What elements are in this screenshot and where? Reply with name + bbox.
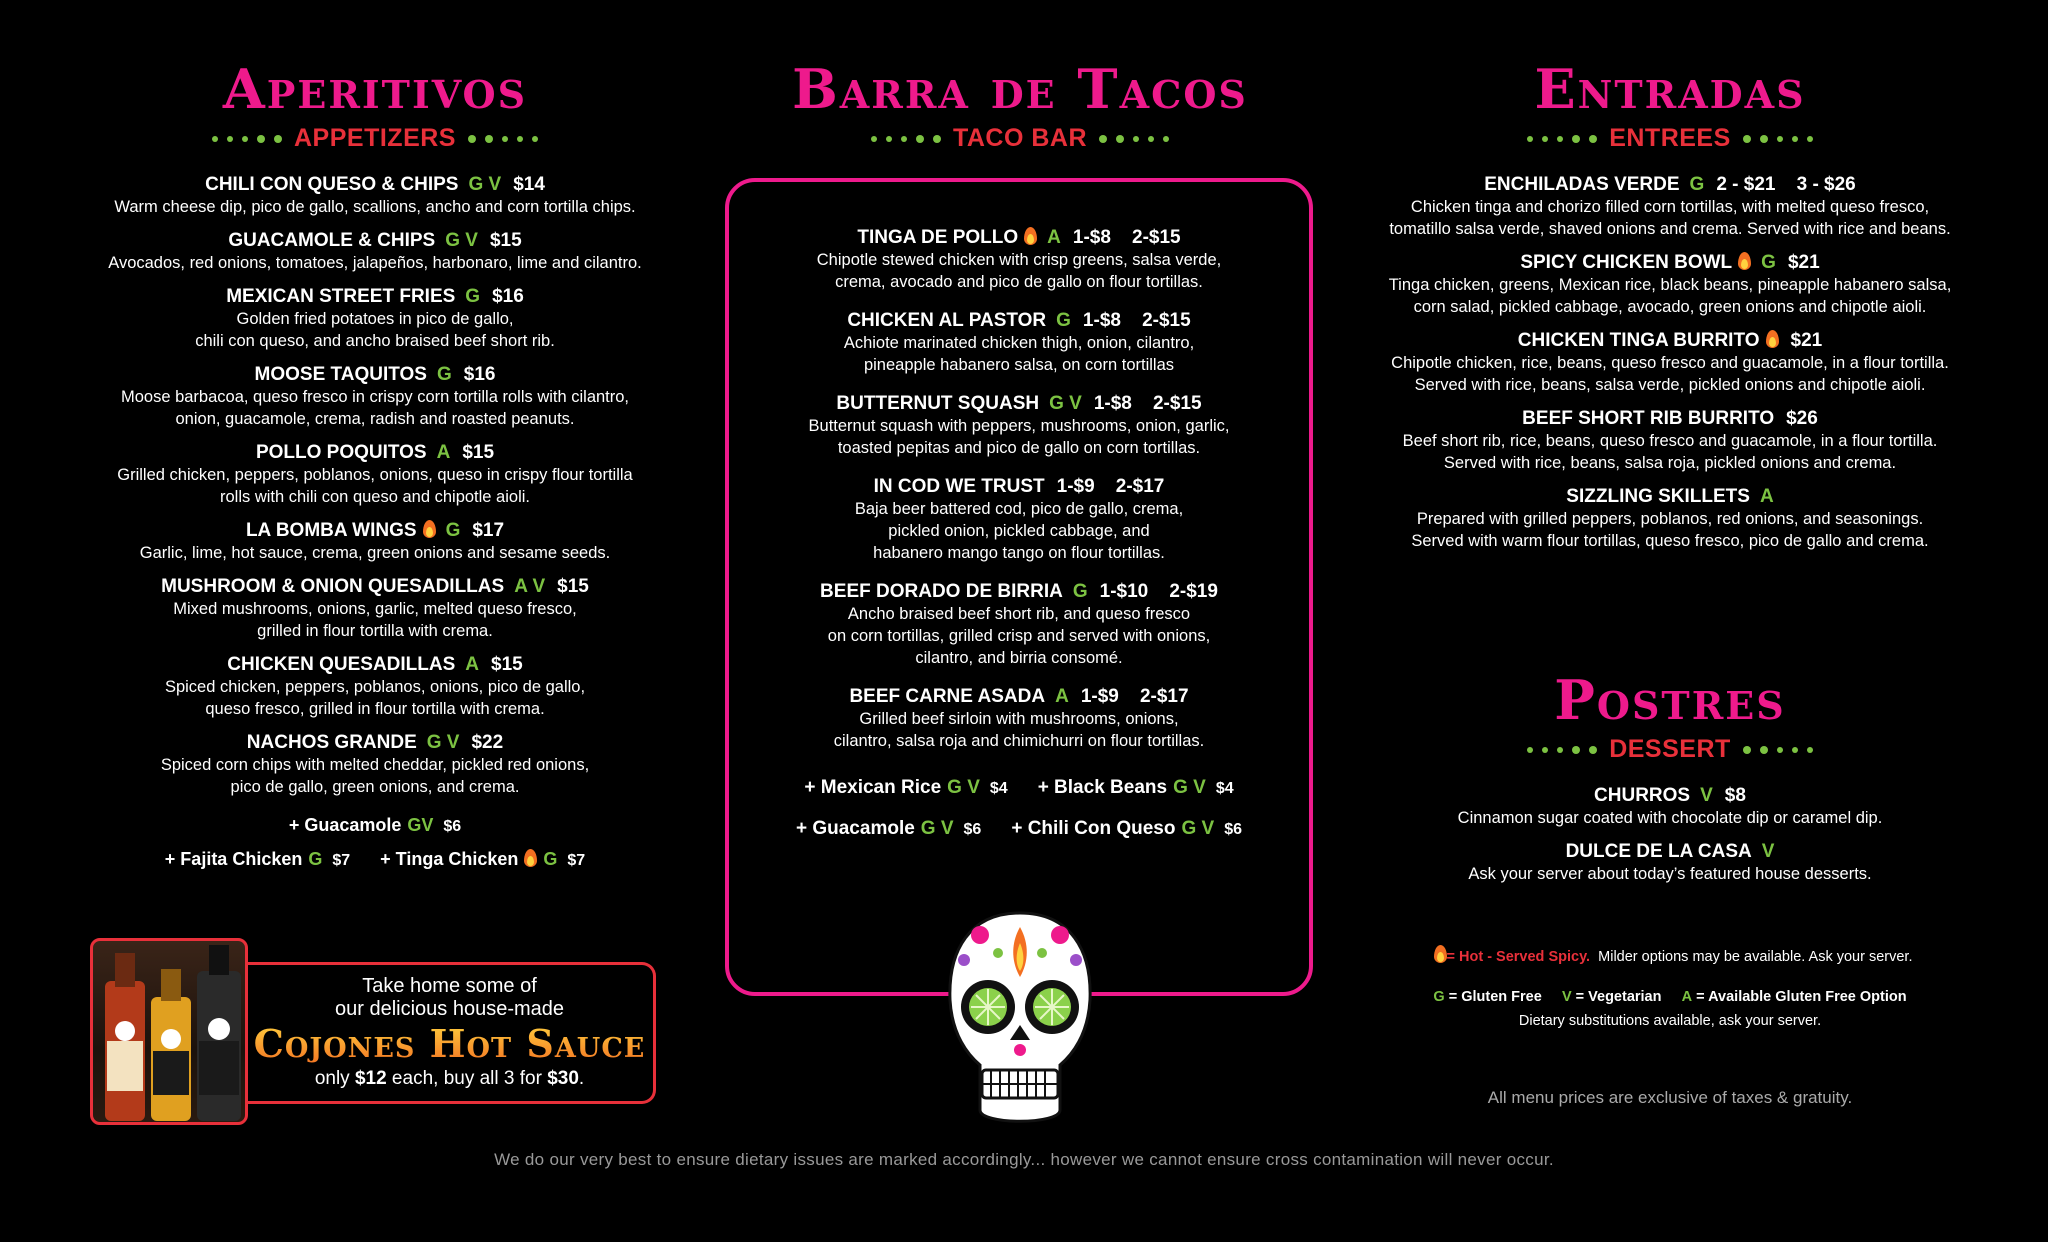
addon-name: + Fajita Chicken [164, 849, 303, 869]
addon-name: + Black Beans [1037, 777, 1168, 798]
appetizers-subtitle-row [60, 124, 690, 153]
item-description: Ask your server about today’s featured house desserts. [1468, 865, 1872, 883]
addon-row [725, 809, 1313, 850]
menu-item [60, 575, 690, 642]
item-heading [725, 580, 1313, 603]
item-heading [60, 731, 690, 754]
item-price: 1-$8 2-$15 [1093, 393, 1202, 414]
item-name: IN COD WE TRUST [873, 476, 1045, 497]
item-description: queso fresco, grilled in flour tortilla with crema. [205, 700, 545, 718]
dietary-tags: G [1689, 174, 1705, 195]
promo-line-1: Take home some of [362, 975, 537, 997]
menu-item [725, 685, 1313, 752]
promo-price-line: only $12 each, buy all 3 for $30. [314, 1068, 585, 1089]
entrees-subtitle-row [1350, 124, 1990, 153]
taco-bar-subtitle: TACO BAR [952, 124, 1088, 152]
item-description: Garlic, lime, hot sauce, crema, green onions and sesame seeds. [139, 544, 611, 562]
item-heading [725, 226, 1313, 249]
appetizers-subtitle: APPETIZERS [294, 124, 456, 152]
item-description: chili con queso, and ancho braised beef short rib. [195, 332, 555, 350]
item-price: $26 [1786, 408, 1818, 429]
entrees-subtitle: ENTREES [1609, 124, 1731, 152]
item-name: POLLO POQUITOS [255, 442, 427, 463]
item-heading [1350, 784, 1990, 807]
addon-row [60, 843, 690, 877]
dietary-legend [1350, 945, 1990, 1029]
item-price: 1-$9 2-$17 [1056, 476, 1165, 497]
item-heading [60, 575, 690, 598]
addon-price: $6 [1224, 821, 1243, 838]
taco-bar-title: Barra de Tacos [792, 57, 1248, 121]
addon-row [60, 809, 690, 843]
menu-item [1350, 173, 1990, 240]
dietary-tags: G V [445, 230, 478, 251]
appetizers-title: Aperitivos [222, 57, 528, 121]
dietary-tags: G V [426, 732, 460, 753]
menu-item [1350, 840, 1990, 885]
appetizers-section [60, 57, 690, 877]
item-description: Served with rice, beans, salsa roja, pickled onions and crema. [1443, 454, 1897, 472]
item-description: Grilled beef sirloin with mushrooms, onions, [859, 710, 1179, 728]
item-name: GUACAMOLE & CHIPS [228, 230, 436, 251]
addon-price: $7 [332, 852, 351, 869]
item-name: MUSHROOM & ONION QUESADILLAS [161, 576, 505, 597]
menu-item [60, 653, 690, 720]
addon-price: $4 [989, 780, 1008, 797]
flame-icon [524, 849, 537, 867]
item-description: Served with warm flour tortillas, queso fresco, pico de gallo and crema. [1411, 532, 1929, 550]
item-description: Beef short rib, rice, beans, queso fresco and guacamole, in a flour tortilla. [1402, 432, 1938, 450]
item-name: TINGA DE POLLO [857, 227, 1019, 248]
addon-row [1350, 563, 1990, 597]
item-heading [60, 229, 690, 252]
flame-icon [1434, 945, 1447, 963]
item-price: $14 [513, 174, 545, 195]
item-heading [725, 475, 1313, 498]
menu-item [1350, 485, 1990, 552]
item-price: $15 [491, 654, 523, 675]
item-name: CHILI CON QUESO & CHIPS [205, 174, 459, 195]
addon-name: + Chili Con Queso [1011, 818, 1176, 839]
desserts-list [1350, 784, 1990, 885]
menu-item [1350, 329, 1990, 396]
item-heading [1350, 251, 1990, 274]
dots-divider [871, 135, 941, 143]
menu-item [60, 441, 690, 508]
menu-item [725, 392, 1313, 459]
menu-item [725, 226, 1313, 293]
item-heading [725, 309, 1313, 332]
menu-item [1350, 784, 1990, 829]
dietary-tags: G [445, 520, 461, 541]
item-description: corn salad, pickled cabbage, avocado, green onions and chipotle aioli. [1413, 298, 1927, 316]
legend-keys: G = Gluten Free V = Vegetarian A = Available Gluten Free Option [1433, 989, 1907, 1005]
dietary-tags: GV [407, 815, 434, 835]
item-description: grilled in flour tortilla with crema. [257, 622, 493, 640]
addon-row [1350, 597, 1990, 631]
item-price: $16 [463, 364, 496, 385]
item-name: BEEF SHORT RIB BURRITO [1522, 408, 1775, 429]
desserts-subtitle-row [1350, 735, 1990, 764]
menu-item [60, 519, 690, 564]
item-price: 1-$8 2-$15 [1072, 227, 1181, 248]
item-name: CHURROS [1594, 785, 1691, 806]
item-description: Golden fried potatoes in pico de gallo, [236, 310, 514, 328]
addon-price: $4 [1215, 780, 1234, 797]
legend-substitutions: Dietary substitutions available, ask your server. [1518, 1013, 1822, 1029]
item-name: MOOSE TAQUITOS [254, 364, 427, 385]
item-description: pickled onion, pickled cabbage, and [888, 522, 1150, 540]
legend-hot: = Hot - Served Spicy. Milder options may be available. Ask your server. [1350, 945, 1990, 965]
addon-name: + Tinga Chicken [380, 849, 519, 869]
dietary-tags: V [1761, 841, 1775, 862]
dietary-tags: A [1047, 227, 1061, 248]
addon-name: + Guacamole [288, 815, 402, 835]
dietary-tags: G V [1049, 393, 1082, 414]
item-description: Chipotle stewed chicken with crisp greens, salsa verde, [816, 251, 1222, 269]
item-price: 1-$9 2-$17 [1080, 686, 1189, 707]
dietary-tags: G [1056, 310, 1071, 331]
item-heading [60, 285, 690, 308]
item-name: BEEF CARNE ASADA [849, 686, 1046, 707]
entrees-list [1350, 173, 1990, 552]
item-description: toasted pepitas and pico de gallo on corn tortillas. [837, 439, 1201, 457]
addon-price: $6 [963, 821, 982, 838]
dots-divider [468, 135, 538, 143]
item-description: Chipotle chicken, rice, beans, queso fresco and guacamole, in a flour tortilla. [1391, 354, 1949, 372]
item-name: SPICY CHICKEN BOWL [1520, 252, 1733, 273]
item-description: Moose barbacoa, queso fresco in crispy corn tortilla rolls with cilantro, [120, 388, 630, 406]
dietary-tags: A V [514, 576, 546, 597]
item-description: Served with rice, beans, salsa verde, pickled onions and chipotle aioli. [1414, 376, 1926, 394]
item-description: Baja beer battered cod, pico de gallo, crema, [854, 500, 1184, 518]
item-heading [60, 173, 690, 196]
dots-divider [1527, 746, 1597, 754]
promo-line-2: our delicious house-made [334, 998, 565, 1020]
dietary-tags: G V [1181, 818, 1215, 839]
item-heading [1350, 329, 1990, 352]
promo-title: Cojones Hot Sauce [246, 1021, 653, 1067]
hot-sauce-promo [246, 962, 656, 1104]
item-description: Chicken tinga and chorizo filled corn tortillas, with melted queso fresco, [1410, 198, 1930, 216]
item-description: Avocados, red onions, tomatoes, jalapeños, harbonaro, lime and cilantro. [108, 254, 642, 272]
menu-item [60, 173, 690, 218]
item-name: LA BOMBA WINGS [245, 520, 417, 541]
item-price: $16 [492, 286, 524, 307]
dietary-tags: G V [920, 818, 954, 839]
item-name: BUTTERNUT SQUASH [836, 393, 1040, 414]
desserts-title: Postres [1554, 668, 1786, 732]
dietary-tags: A [436, 442, 451, 463]
menu-item [60, 285, 690, 352]
item-description: Mixed mushrooms, onions, garlic, melted queso fresco, [173, 600, 577, 618]
item-name: BEEF DORADO DE BIRRIA [820, 581, 1063, 602]
item-name: CHICKEN QUESADILLAS [227, 654, 456, 675]
item-description: habanero mango tango on flour tortillas. [873, 544, 1165, 562]
dietary-tags: G V [947, 777, 980, 798]
item-name: MEXICAN STREET FRIES [226, 286, 456, 307]
item-description: Prepared with grilled peppers, poblanos, red onions, and seasonings. [1416, 510, 1924, 528]
item-price: $15 [489, 230, 522, 251]
sugar-skull-icon [940, 905, 1100, 1135]
item-description: cilantro, and birria consomé. [915, 649, 1123, 667]
addon-price: $7 [567, 852, 586, 869]
item-price: $15 [462, 442, 495, 463]
menu-item [1350, 251, 1990, 318]
dietary-tags: G [1761, 252, 1776, 273]
item-price: $15 [557, 576, 589, 597]
taco-bar-subtitle-row [720, 124, 1320, 153]
item-description: Grilled chicken, peppers, poblanos, onions, queso in crispy flour tortilla [117, 466, 633, 484]
item-description: Cinnamon sugar coated with chocolate dip or caramel dip. [1457, 809, 1883, 827]
item-heading [1350, 407, 1990, 430]
menu-item [60, 229, 690, 274]
flame-icon [1738, 252, 1751, 270]
item-description: crema, avocado and pico de gallo on flour tortillas. [835, 273, 1203, 291]
item-heading [1350, 840, 1990, 863]
taco-bar-addons [725, 768, 1313, 850]
item-description: rolls with chili con queso and chipotle aioli. [219, 488, 530, 506]
item-heading [60, 519, 690, 542]
item-description: pico de gallo, green onions, and crema. [230, 778, 520, 796]
item-name: SIZZLING SKILLETS [1566, 486, 1750, 507]
item-price: 1-$10 2-$19 [1099, 581, 1218, 602]
flame-icon [423, 520, 436, 538]
item-heading [1350, 173, 1990, 196]
menu-item [725, 580, 1313, 669]
item-description: tomatillo salsa verde, shaved onions and crema. Served with rice and beans. [1389, 220, 1951, 238]
item-name: CHICKEN AL PASTOR [847, 310, 1047, 331]
item-description: Spiced corn chips with melted cheddar, pickled red onions, [160, 756, 590, 774]
dots-divider [1527, 135, 1597, 143]
item-heading [60, 363, 690, 386]
allergen-disclaimer: We do our very best to ensure dietary issues are marked accordingly... however we cannot ensure cross contamination will never occur. [494, 1150, 1554, 1169]
dietary-tags: G V [1173, 777, 1206, 798]
dietary-tags: G [543, 849, 558, 869]
item-price: $21 [1787, 252, 1820, 273]
dietary-tags: G [465, 286, 481, 307]
dietary-tags: G [436, 364, 452, 385]
entrees-section [1350, 57, 1990, 896]
item-name: ENCHILADAS VERDE [1484, 174, 1680, 195]
menu-item [725, 475, 1313, 564]
item-heading [60, 653, 690, 676]
item-name: NACHOS GRANDE [246, 732, 417, 753]
dietary-tags: G [308, 849, 323, 869]
item-price: $8 [1724, 785, 1746, 806]
dietary-tags: G [1072, 581, 1088, 602]
item-description: onion, guacamole, crema, radish and roasted peanuts. [175, 410, 575, 428]
dots-divider [1099, 135, 1169, 143]
item-description: Tinga chicken, greens, Mexican rice, black beans, pineapple habanero salsa, [1388, 276, 1952, 294]
taco-bar-section [720, 57, 1320, 153]
item-price: 2 - $21 3 - $26 [1716, 174, 1856, 195]
appetizers-list [60, 173, 690, 798]
addon-row [725, 768, 1313, 809]
addon-price: $6 [443, 818, 462, 835]
price-disclaimer: All menu prices are exclusive of taxes & gratuity. [1487, 1088, 1853, 1107]
dots-divider [1743, 746, 1813, 754]
item-description: Achiote marinated chicken thigh, onion, cilantro, [843, 334, 1195, 352]
dietary-tags: A [465, 654, 480, 675]
item-description: Butternut squash with peppers, mushrooms, onion, garlic, [808, 417, 1230, 435]
item-heading [1350, 485, 1990, 508]
item-price: 1-$8 2-$15 [1082, 310, 1191, 331]
addon-name: + Guacamole [795, 818, 915, 839]
taco-bar-list [725, 226, 1313, 850]
desserts-subtitle: DESSERT [1609, 735, 1731, 763]
item-heading [725, 685, 1313, 708]
flame-icon [1766, 330, 1779, 348]
entrees-title: Entradas [1534, 57, 1806, 121]
appetizers-addons [60, 809, 690, 877]
menu-item [60, 731, 690, 798]
item-description: cilantro, salsa roja and chimichurri on flour tortillas. [833, 732, 1205, 750]
dots-divider [212, 135, 282, 143]
dietary-tags: A [1055, 686, 1069, 707]
item-description: pineapple habanero salsa, on corn tortillas [863, 356, 1175, 374]
skillet-options [1350, 563, 1990, 631]
addon-name: + Mexican Rice [804, 777, 942, 798]
menu-item [725, 309, 1313, 376]
menu-item [1350, 407, 1990, 474]
dietary-tags: V [1700, 785, 1713, 806]
dots-divider [1743, 135, 1813, 143]
item-price: $22 [471, 732, 504, 753]
item-price: $21 [1790, 330, 1823, 351]
flame-icon [1024, 227, 1037, 245]
dietary-tags: G V [468, 174, 502, 195]
item-name: CHICKEN TINGA BURRITO [1517, 330, 1760, 351]
item-name: DULCE DE LA CASA [1565, 841, 1752, 862]
item-heading [725, 392, 1313, 415]
item-description: Warm cheese dip, pico de gallo, scallions, ancho and corn tortilla chips. [114, 198, 636, 216]
hot-sauce-bottles-icon [93, 941, 248, 1125]
hot-sauce-photo [90, 938, 248, 1125]
item-heading [60, 441, 690, 464]
item-price: $17 [472, 520, 505, 541]
item-description: on corn tortillas, grilled crisp and served with onions, [827, 627, 1211, 645]
menu-item [60, 363, 690, 430]
dietary-tags: A [1759, 486, 1774, 507]
item-description: Ancho braised beef short rib, and queso fresco [847, 605, 1191, 623]
item-description: Spiced chicken, peppers, poblanos, onions, pico de gallo, [164, 678, 586, 696]
